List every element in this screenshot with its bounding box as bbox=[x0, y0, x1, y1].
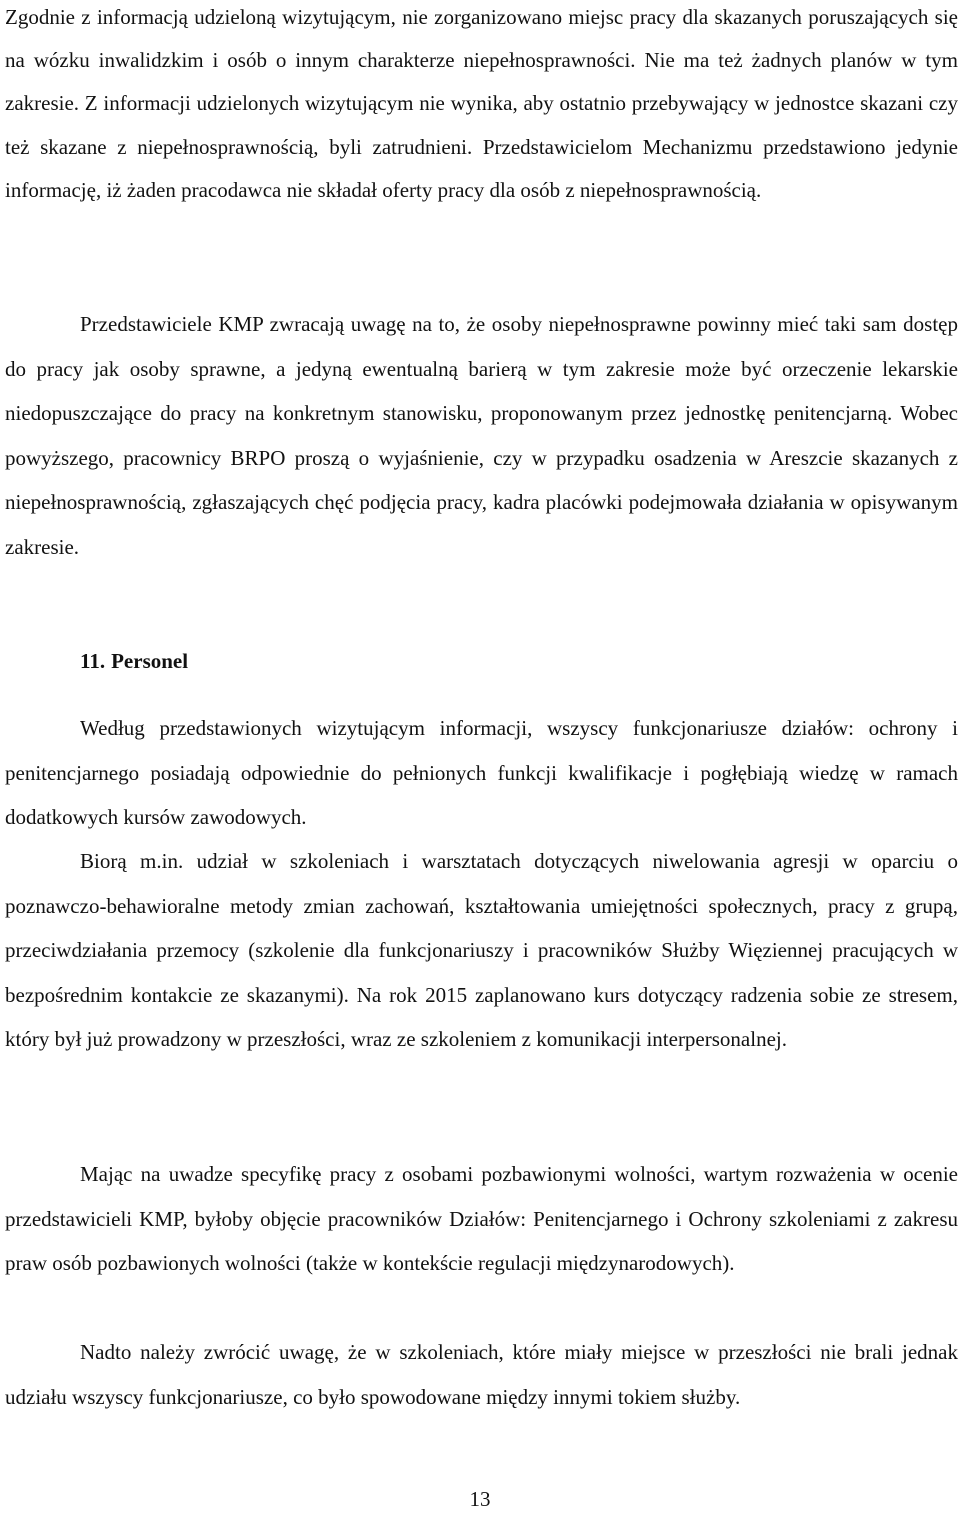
paragraph-staff-trainings: Biorą m.in. udział w szkoleniach i warsztatach dotyczących niwelowania agresji w oparciu o poznawczo-behawioralne metody zmian zachowań, kształtowania umiejętności społecznych, pracy z grupą, przeciwdziałania przemocy (szkolenie dla funkcjonariuszy i pracowników Służby Więziennej pracujących w bezpośrednim kontakcie ze skazanymi). Na rok 2015 zaplanowano kurs dotyczący radzenia sobie ze stresem, który był już prowadzony w przeszłości, wraz ze szkoleniem z komunikacji interpersonalnej. bbox=[5, 849, 958, 1052]
section-title: Personel bbox=[111, 649, 189, 673]
paragraph-kmp-recommendation: Przedstawiciele KMP zwracają uwagę na to, że osoby niepełnosprawne powinny mieć taki sam dostęp do pracy jak osoby sprawne, a jedyną ewentualną barierą w tym zakresie może być orzeczenie lekarskie niedopuszczające do pracy na konkretnym stanowisku, proponowanym przez jednostkę penitencjarną. Wobec powyższego, pracownicy BRPO proszą o wyjaśnienie, czy w przypadku osadzenia w Areszcie skazanych z niepełnosprawnością, zgłaszających chęć podjęcia pracy, kadra placówki podejmowała działania w opisywanym zakresie. bbox=[5, 312, 958, 559]
section-number: 11. bbox=[80, 649, 106, 673]
paragraph-workplaces-disabled: Zgodnie z informacją udzieloną wizytującym, nie zorganizowano miejsc pracy dla skazanych poruszających się na wózku inwalidzkim i osób o innym charakterze niepełnosprawności. Nie ma też żadnych planów w tym zakresie. Z informacji udzielonych wizytującym nie wynika, aby ostatnio przebywający w jednostce skazani czy też skazane z niepełnosprawnością, byli zatrudnieni. Przedstawicielom Mechanizmu przedstawiono jedynie informację, iż żaden pracodawca nie składał oferty pracy dla osób z niepełnosprawnością. bbox=[5, 5, 958, 202]
paragraph-training-recommendation: Mając na uwadze specyfikę pracy z osobami pozbawionymi wolności, wartym rozważenia w ocenie przedstawicieli KMP, byłoby objęcie pracowników Działów: Penitencjarnego i Ochrony szkoleniami z zakresu praw osób pozbawionych wolności (także w kontekście regulacji międzynarodowych). bbox=[5, 1162, 958, 1276]
page-number: 13 bbox=[469, 1487, 491, 1511]
paragraph-staff-qualifications: Według przedstawionych wizytującym informacji, wszyscy funkcjonariusze działów: ochrony i penitencjarnego posiadają odpowiednie do pełnionych funkcji kwalifikacje i pogłębiają wiedzę w ramach dodatkowych kursów zawodowych. bbox=[5, 716, 958, 830]
paragraph-training-attendance: Nadto należy zwrócić uwagę, że w szkoleniach, które miały miejsce w przeszłości nie brali jednak udziału wszyscy funkcjonariusze, co było spowodowane między innymi tokiem służby. bbox=[5, 1340, 958, 1409]
section-heading bbox=[80, 639, 188, 683]
